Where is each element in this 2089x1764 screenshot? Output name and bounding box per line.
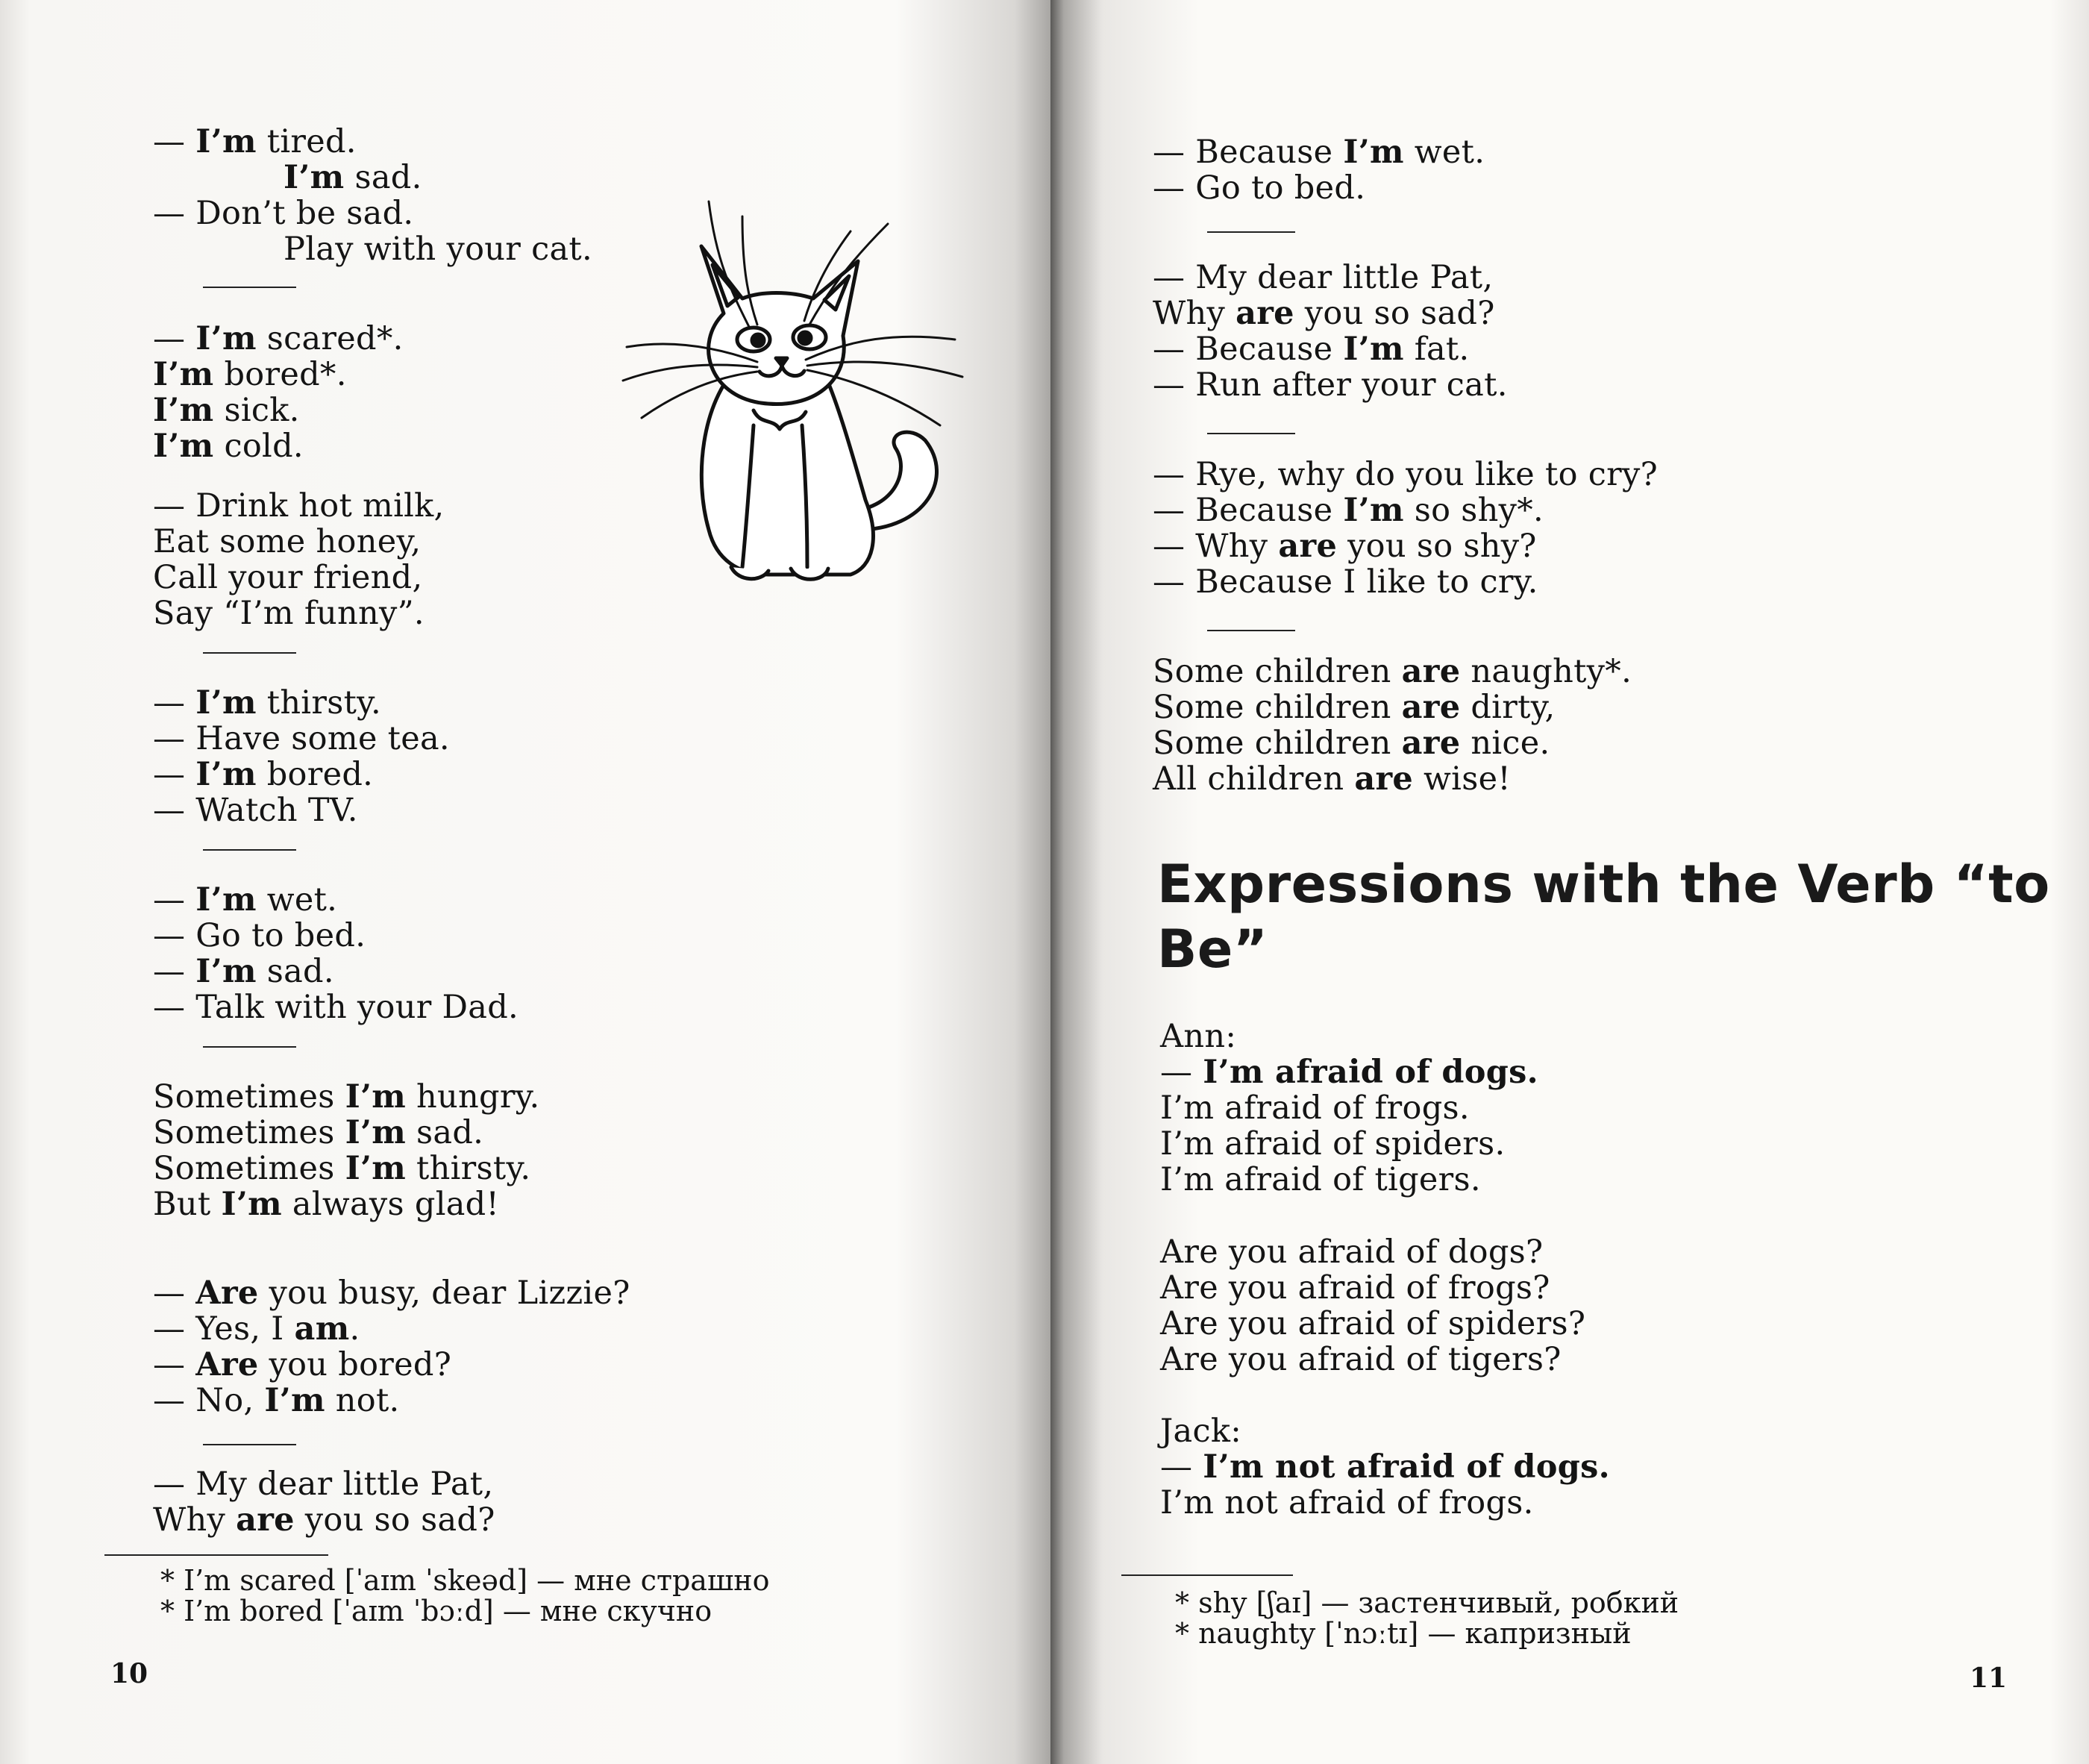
text-run: Eat some honey, — [153, 523, 422, 560]
bold-word: I’m — [153, 356, 214, 393]
poem-line — [1160, 1270, 1550, 1306]
section-heading: Expressions with the Verb “to — [1157, 854, 2050, 915]
text-run: scared*. — [256, 320, 404, 357]
bold-word: I’m — [1343, 134, 1404, 171]
text-run: wet. — [256, 881, 338, 919]
bold-word: am — [294, 1310, 350, 1348]
text-run: — Watch TV. — [153, 792, 358, 829]
text-run: Ann: — [1160, 1018, 1237, 1055]
footnote: * I’m bored [ˈaɪm ˈbɔːd] — мне скучно — [160, 1595, 712, 1627]
text-run: sad. — [406, 1114, 484, 1151]
text-run: — — [153, 1274, 196, 1312]
poem-line — [153, 989, 519, 1025]
text-run: Sometimes — [153, 1114, 345, 1151]
bold-word: are — [1401, 689, 1461, 726]
text-run: — — [153, 881, 196, 919]
poem-line — [153, 428, 304, 464]
text-run: — — [1160, 1054, 1203, 1091]
text-run: — Drink hot milk, — [153, 487, 445, 525]
text-run: — Talk with your Dad. — [153, 989, 519, 1026]
text-run: you busy, dear Lizzie? — [258, 1274, 630, 1312]
footnote: * naughty [ˈnɔːtɪ] — капризный — [1175, 1617, 1632, 1650]
text-run: I’m not afraid of frogs. — [1160, 1484, 1534, 1521]
text-run: — Go to bed. — [1153, 169, 1366, 207]
text-run: Are you afraid of dogs? — [1160, 1233, 1544, 1271]
text-run: — Because I like to cry. — [1153, 563, 1538, 601]
text-run: — My dear little Pat, — [153, 1466, 494, 1503]
poem-line — [153, 321, 404, 357]
bold-word: are — [1401, 653, 1461, 690]
bold-word: Are — [195, 1274, 259, 1312]
poem-line — [153, 792, 358, 828]
text-run: Some children — [1153, 653, 1402, 690]
text-run: — — [153, 123, 196, 160]
bold-word: I’m — [195, 953, 257, 990]
bold-word: I’m — [345, 1150, 407, 1187]
poem-line — [1153, 367, 1508, 403]
stanza-separator — [203, 1046, 296, 1048]
stanza-separator — [203, 287, 296, 288]
poem-line — [153, 124, 357, 160]
text-run: you bored? — [258, 1346, 452, 1383]
section-heading: Be” — [1157, 919, 1268, 980]
poem-line — [1153, 528, 1537, 564]
text-run: Sometimes — [153, 1150, 345, 1187]
poem-line — [1153, 689, 1556, 725]
footnote-rule — [104, 1554, 328, 1556]
poem-line — [1160, 1306, 1585, 1342]
text-run: — — [153, 320, 196, 357]
bold-word: I’m afraid of dogs. — [1203, 1054, 1538, 1091]
bold-word: I’m — [1343, 492, 1404, 529]
text-run: — — [153, 1346, 196, 1383]
stanza-separator — [1207, 231, 1295, 233]
text-run: But — [153, 1186, 222, 1223]
bold-word: I’m — [345, 1114, 407, 1151]
poem-line — [153, 392, 300, 428]
text-run: Why — [1153, 295, 1236, 332]
poem-line — [153, 1502, 495, 1538]
text-run: Why — [153, 1501, 237, 1539]
poem-line — [284, 231, 592, 267]
text-run: wise! — [1413, 760, 1511, 798]
text-run: you so sad? — [294, 1501, 495, 1539]
text-run: bored*. — [213, 356, 347, 393]
text-run: Are you afraid of frogs? — [1160, 1269, 1550, 1307]
text-run: thirsty. — [256, 684, 382, 722]
text-run: sad. — [256, 953, 334, 990]
poem-line — [153, 954, 334, 989]
text-run: Call your friend, — [153, 559, 423, 596]
bold-word: are — [1401, 725, 1461, 762]
text-run: I’m afraid of spiders. — [1160, 1125, 1506, 1163]
text-run: — — [153, 756, 196, 793]
poem-line — [153, 1347, 451, 1383]
text-run: Jack: — [1160, 1413, 1241, 1450]
text-run: hungry. — [406, 1078, 540, 1116]
poem-line — [1153, 564, 1538, 600]
text-run: Play with your cat. — [284, 231, 592, 268]
bold-word: I’m — [195, 684, 257, 722]
bold-word: I’m — [221, 1186, 282, 1223]
stanza-separator — [1207, 433, 1295, 434]
poem-line — [1153, 295, 1495, 331]
poem-line — [153, 685, 381, 721]
bold-word: I’m — [264, 1382, 325, 1419]
poem-line — [1160, 1485, 1534, 1521]
text-run: always glad! — [281, 1186, 500, 1223]
cat-illustration — [612, 179, 970, 597]
text-run: — Yes, I — [153, 1310, 295, 1348]
text-run: naughty*. — [1460, 653, 1632, 690]
bold-word: are — [1235, 295, 1294, 332]
poem-line — [153, 1115, 483, 1151]
text-run: — Don’t be sad. — [153, 195, 414, 232]
bold-word: I’m — [195, 123, 257, 160]
poem-line — [1160, 1019, 1236, 1054]
poem-line — [284, 160, 422, 196]
bold-word: I’m — [195, 756, 257, 793]
footnote: * I’m scared [ˈaɪm ˈskeəd] — мне страшно — [160, 1564, 770, 1597]
bold-word: I’m not afraid of dogs. — [1203, 1448, 1610, 1486]
text-run: tired. — [256, 123, 357, 160]
poem-line — [1160, 1126, 1505, 1162]
text-run: Say “I’m funny”. — [153, 595, 425, 632]
text-run: — — [1160, 1448, 1203, 1486]
text-run: — Why — [1153, 528, 1279, 565]
bold-word: I’m — [345, 1078, 407, 1116]
poem-line — [153, 1186, 499, 1222]
text-run: Sometimes — [153, 1078, 345, 1116]
text-run: I’m afraid of tigers. — [1160, 1161, 1481, 1198]
poem-line — [1160, 1449, 1610, 1485]
text-run: — — [153, 953, 196, 990]
text-run: I’m afraid of frogs. — [1160, 1089, 1470, 1127]
text-run: cold. — [213, 428, 304, 465]
page-number: 11 — [1970, 1663, 2008, 1694]
poem-line — [1153, 492, 1544, 528]
bold-word: I’m — [195, 881, 257, 919]
poem-line — [153, 882, 337, 918]
poem-line — [153, 1383, 400, 1419]
poem-line — [1160, 1342, 1562, 1377]
text-run: . — [349, 1310, 360, 1348]
footnote-rule — [1121, 1574, 1293, 1576]
poem-line — [1153, 761, 1511, 797]
poem-line — [153, 1079, 540, 1115]
text-run: Are you afraid of spiders? — [1160, 1305, 1586, 1342]
text-run: — Because — [1153, 331, 1344, 368]
text-run: — Run after your cat. — [1153, 366, 1508, 404]
bold-word: I’m — [195, 320, 257, 357]
text-run: — Because — [1153, 134, 1344, 171]
bold-word: Are — [195, 1346, 259, 1383]
bold-word: are — [236, 1501, 295, 1539]
poem-line — [153, 1275, 630, 1311]
poem-line — [1160, 1054, 1538, 1090]
bold-word: I’m — [153, 428, 214, 465]
bold-word: are — [1278, 528, 1338, 565]
stanza-separator — [1207, 630, 1295, 631]
text-run: All children — [1153, 760, 1355, 798]
text-run: — Go to bed. — [153, 917, 366, 954]
text-run: fat. — [1403, 331, 1470, 368]
poem-line — [153, 196, 413, 231]
text-run: not. — [325, 1382, 400, 1419]
poem-line — [153, 757, 373, 792]
text-run: Are you afraid of tigers? — [1160, 1341, 1562, 1378]
text-run: so shy*. — [1403, 492, 1544, 529]
text-run: — — [153, 684, 196, 722]
poem-line — [1160, 1090, 1470, 1126]
text-run: sad. — [344, 159, 422, 196]
text-run: — My dear little Pat, — [1153, 259, 1494, 296]
poem-line — [153, 488, 445, 524]
poem-line — [1153, 134, 1485, 170]
bold-word: I’m — [1343, 331, 1404, 368]
poem-line — [1153, 331, 1469, 367]
text-run: you so sad? — [1294, 295, 1495, 332]
bold-word: I’m — [284, 159, 345, 196]
text-run: sick. — [213, 392, 300, 429]
text-run: bored. — [256, 756, 374, 793]
poem-line — [1153, 170, 1365, 206]
text-run: — Rye, why do you like to cry? — [1153, 456, 1658, 493]
text-run: — No, — [153, 1382, 265, 1419]
text-run: — Have some tea. — [153, 720, 450, 757]
footnote: * shy [ʃaɪ] — застенчивый, робкий — [1175, 1586, 1679, 1619]
text-run: nice. — [1460, 725, 1550, 762]
poem-line — [153, 357, 347, 392]
text-run: — Because — [1153, 492, 1344, 529]
text-run: wet. — [1403, 134, 1485, 171]
poem-line — [153, 1466, 493, 1502]
poem-line — [1153, 654, 1632, 689]
poem-line — [1160, 1413, 1241, 1449]
page-number: 10 — [110, 1658, 148, 1689]
text-run: thirsty. — [406, 1150, 531, 1187]
poem-line — [153, 1151, 530, 1186]
poem-line — [1160, 1234, 1543, 1270]
poem-line — [1160, 1162, 1481, 1198]
poem-line — [153, 560, 422, 595]
poem-line — [1153, 725, 1550, 761]
bold-word: I’m — [153, 392, 214, 429]
stanza-separator — [203, 849, 296, 851]
poem-line — [1153, 457, 1658, 492]
stanza-separator — [203, 1444, 296, 1445]
poem-line — [153, 918, 366, 954]
text-run: Some children — [1153, 689, 1402, 726]
text-run: dirty, — [1460, 689, 1556, 726]
stanza-separator — [203, 652, 296, 654]
poem-line — [153, 721, 450, 757]
right-page — [1050, 0, 2089, 1764]
poem-line — [153, 524, 421, 560]
poem-line — [153, 1311, 360, 1347]
text-run: Some children — [1153, 725, 1402, 762]
bold-word: are — [1354, 760, 1414, 798]
poem-line — [1153, 260, 1493, 295]
poem-line — [153, 595, 425, 631]
text-run: you so shy? — [1337, 528, 1537, 565]
